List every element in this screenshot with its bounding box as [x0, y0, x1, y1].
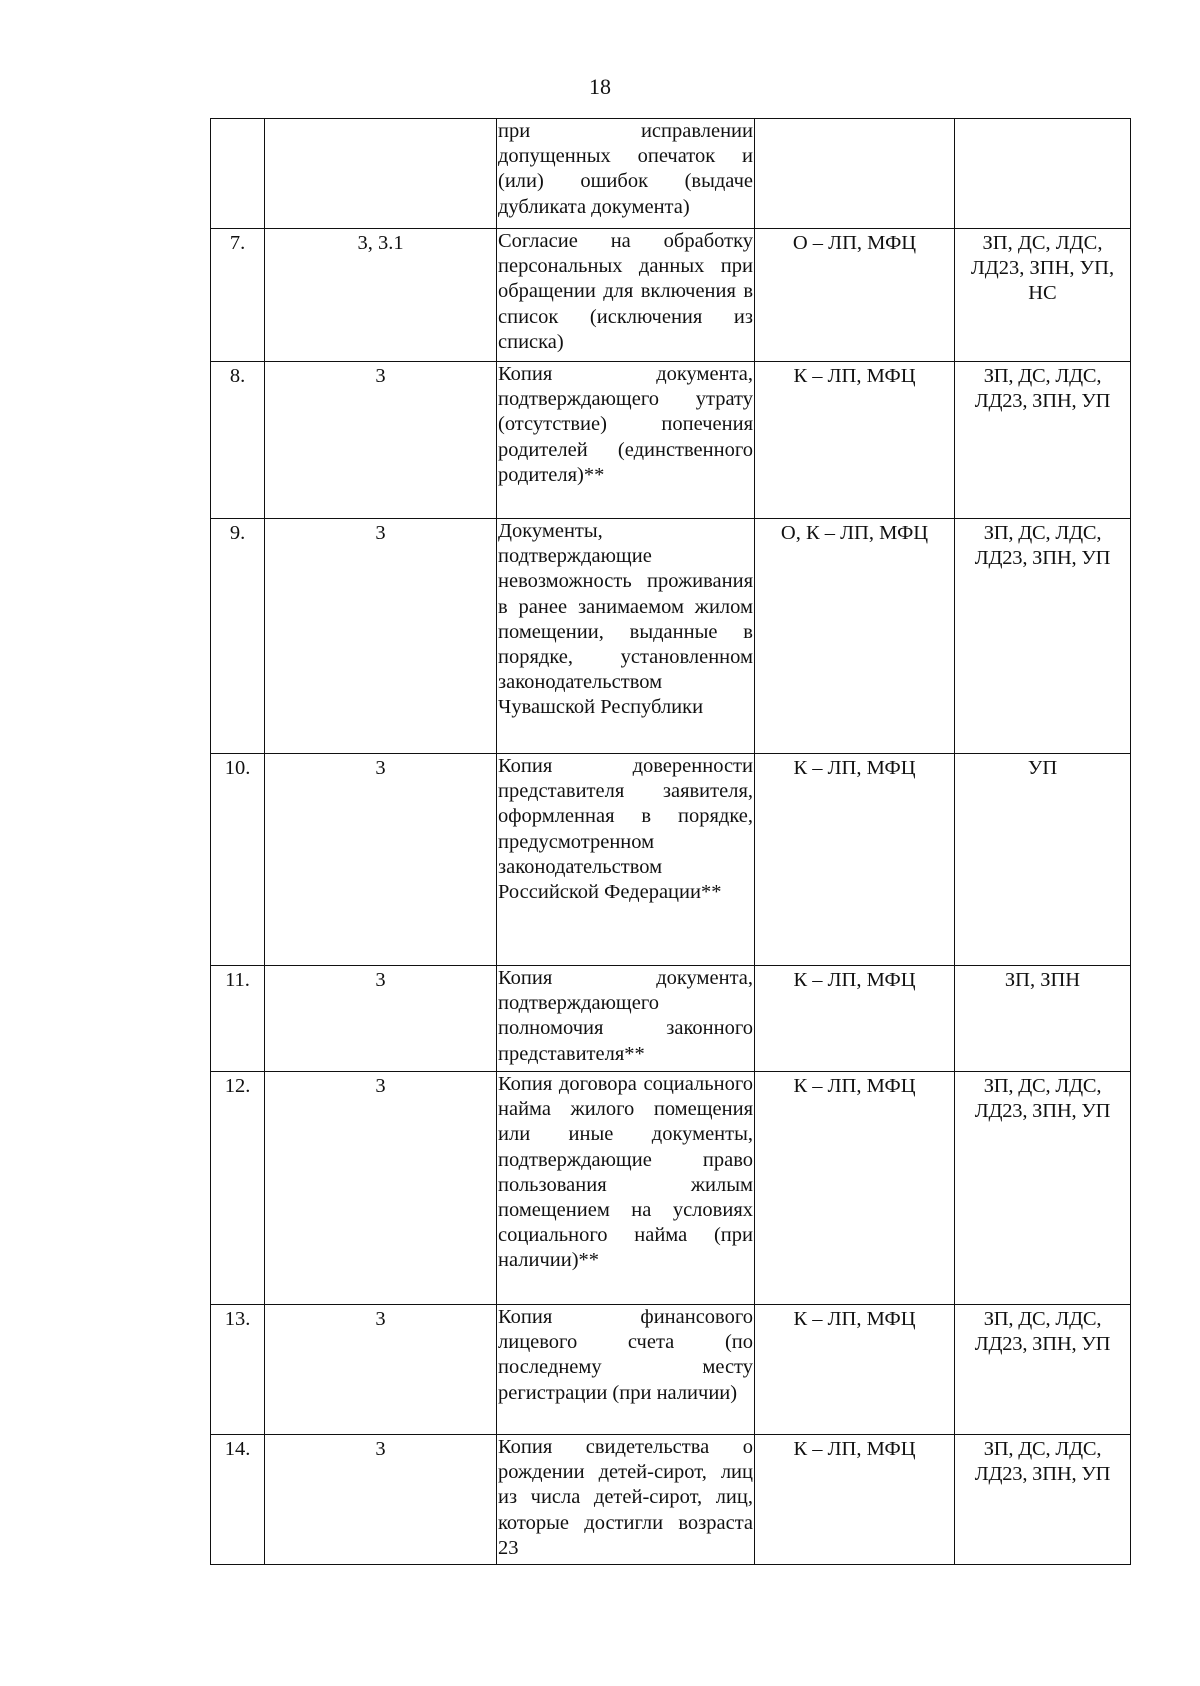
table-row: [211, 1435, 1131, 1565]
paragraph-reference: 3: [265, 966, 497, 1072]
paragraph-reference: 3: [265, 1072, 497, 1305]
submission-form: К – ЛП, МФЦ: [755, 966, 955, 1072]
submission-form: К – ЛП, МФЦ: [755, 1435, 955, 1565]
applicant-categories: ЗП, ДС, ЛДС, ЛД23, ЗПН, УП: [955, 1435, 1131, 1565]
document-name: Копия доверенности представителя заявителя, оформленная в порядке, предусмотренном законодательством Российской Федерации**: [497, 754, 755, 966]
document-name: при исправлении допущенных опечаток и (или) ошибок (выдаче дубликата документа): [497, 119, 755, 229]
table-row: [211, 119, 1131, 229]
applicant-categories: УП: [955, 754, 1131, 966]
row-number: 10.: [211, 754, 265, 966]
row-number: 12.: [211, 1072, 265, 1305]
table-row: [211, 1305, 1131, 1435]
row-number: 14.: [211, 1435, 265, 1565]
paragraph-reference: 3: [265, 1435, 497, 1565]
document-name: Копия свидетельства о рождении детей-сирот, лиц из числа детей-сирот, лиц, которые достигли возраста 23: [497, 1435, 755, 1565]
row-number: 7.: [211, 229, 265, 362]
table-row: [211, 229, 1131, 362]
paragraph-reference: 3: [265, 362, 497, 519]
paragraph-reference: 3: [265, 754, 497, 966]
applicant-categories: ЗП, ДС, ЛДС, ЛД23, ЗПН, УП: [955, 1305, 1131, 1435]
table-row: [211, 1072, 1131, 1305]
row-number: 8.: [211, 362, 265, 519]
row-number: 11.: [211, 966, 265, 1072]
submission-form: К – ЛП, МФЦ: [755, 754, 955, 966]
document-name: Копия документа, подтверждающего полномочия законного представителя**: [497, 966, 755, 1072]
submission-form: К – ЛП, МФЦ: [755, 1305, 955, 1435]
document-name: Копия документа, подтверждающего утрату (отсутствие) попечения родителей (единственного родителя)**: [497, 362, 755, 519]
applicant-categories: ЗП, ДС, ЛДС, ЛД23, ЗПН, УП: [955, 362, 1131, 519]
applicant-categories: [955, 119, 1131, 229]
paragraph-reference: 3: [265, 519, 497, 754]
document-name: Согласие на обработку персональных данных при обращении для включения в список (исключения из списка): [497, 229, 755, 362]
applicant-categories: ЗП, ДС, ЛДС, ЛД23, ЗПН, УП: [955, 1072, 1131, 1305]
document-name: Копия договора социального найма жилого помещения или иные документы, подтверждающие право пользования жилым помещением на условиях социального найма (при наличии)**: [497, 1072, 755, 1305]
document-name: Копия финансового лицевого счета (по последнему месту регистрации (при наличии): [497, 1305, 755, 1435]
paragraph-reference: 3, 3.1: [265, 229, 497, 362]
submission-form: К – ЛП, МФЦ: [755, 362, 955, 519]
documents-table: [210, 118, 1131, 1565]
row-number: 9.: [211, 519, 265, 754]
applicant-categories: ЗП, ЗПН: [955, 966, 1131, 1072]
submission-form: [755, 119, 955, 229]
document-name: Документы, подтверждающие невозможность проживания в ранее занимаемом жилом помещении, выданные в порядке, установленном законодательством Чувашской Республики: [497, 519, 755, 754]
submission-form: О – ЛП, МФЦ: [755, 229, 955, 362]
applicant-categories: ЗП, ДС, ЛДС, ЛД23, ЗПН, УП, НС: [955, 229, 1131, 362]
table-row: [211, 754, 1131, 966]
paragraph-reference: [265, 119, 497, 229]
table-row: [211, 966, 1131, 1072]
submission-form: О, К – ЛП, МФЦ: [755, 519, 955, 754]
submission-form: К – ЛП, МФЦ: [755, 1072, 955, 1305]
paragraph-reference: 3: [265, 1305, 497, 1435]
row-number: [211, 119, 265, 229]
table-row: [211, 362, 1131, 519]
table-row: [211, 519, 1131, 754]
row-number: 13.: [211, 1305, 265, 1435]
page-number: 18: [589, 74, 611, 99]
applicant-categories: ЗП, ДС, ЛДС, ЛД23, ЗПН, УП: [955, 519, 1131, 754]
